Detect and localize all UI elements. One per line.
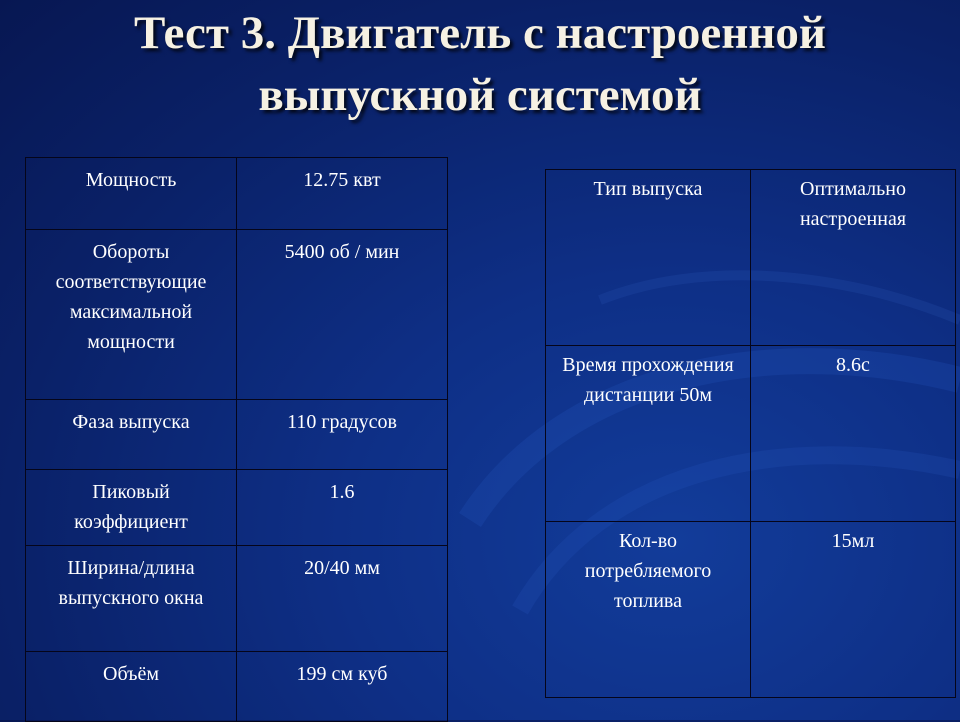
table-cell-label: Тип выпуска <box>546 170 751 346</box>
table-row <box>26 652 448 722</box>
table-cell-value: Оптимально настроенная <box>751 170 956 346</box>
table-cell-label: Обороты соответствующие максимальной мощности <box>26 230 237 400</box>
table-row <box>26 400 448 470</box>
table-cell-value: 8.6с <box>751 346 956 522</box>
slide-title <box>0 2 960 126</box>
table-row <box>26 470 448 546</box>
table-cell-value: 1.6 <box>237 470 448 546</box>
table-cell-value: 20/40 мм <box>237 546 448 652</box>
table-row <box>546 170 956 346</box>
table-cell-value: 199 см куб <box>237 652 448 722</box>
table-cell-label: Ширина/длина выпускного окна <box>26 546 237 652</box>
table-cell-label: Фаза выпуска <box>26 400 237 470</box>
table-cell-label: Время прохождения дистанции 50м <box>546 346 751 522</box>
table-cell-label: Мощность <box>26 158 237 230</box>
table-row <box>26 230 448 400</box>
table-cell-label: Объём <box>26 652 237 722</box>
table-row <box>26 158 448 230</box>
table-cell-value: 15мл <box>751 522 956 698</box>
engine-parameters-table <box>25 157 448 722</box>
table-row <box>546 346 956 522</box>
table-row <box>26 546 448 652</box>
slide-title-line-2: выпускной системой <box>258 69 702 121</box>
table-row <box>546 522 956 698</box>
table-cell-label: Кол-во потребляемого топлива <box>546 522 751 698</box>
table-cell-value: 110 градусов <box>237 400 448 470</box>
slide-title-line-1: Тест 3. Двигатель с настроенной <box>134 7 826 59</box>
table-cell-label: Пиковый коэффициент <box>26 470 237 546</box>
table-cell-value: 12.75 квт <box>237 158 448 230</box>
exhaust-results-table <box>545 169 956 698</box>
table-cell-value: 5400 об / мин <box>237 230 448 400</box>
